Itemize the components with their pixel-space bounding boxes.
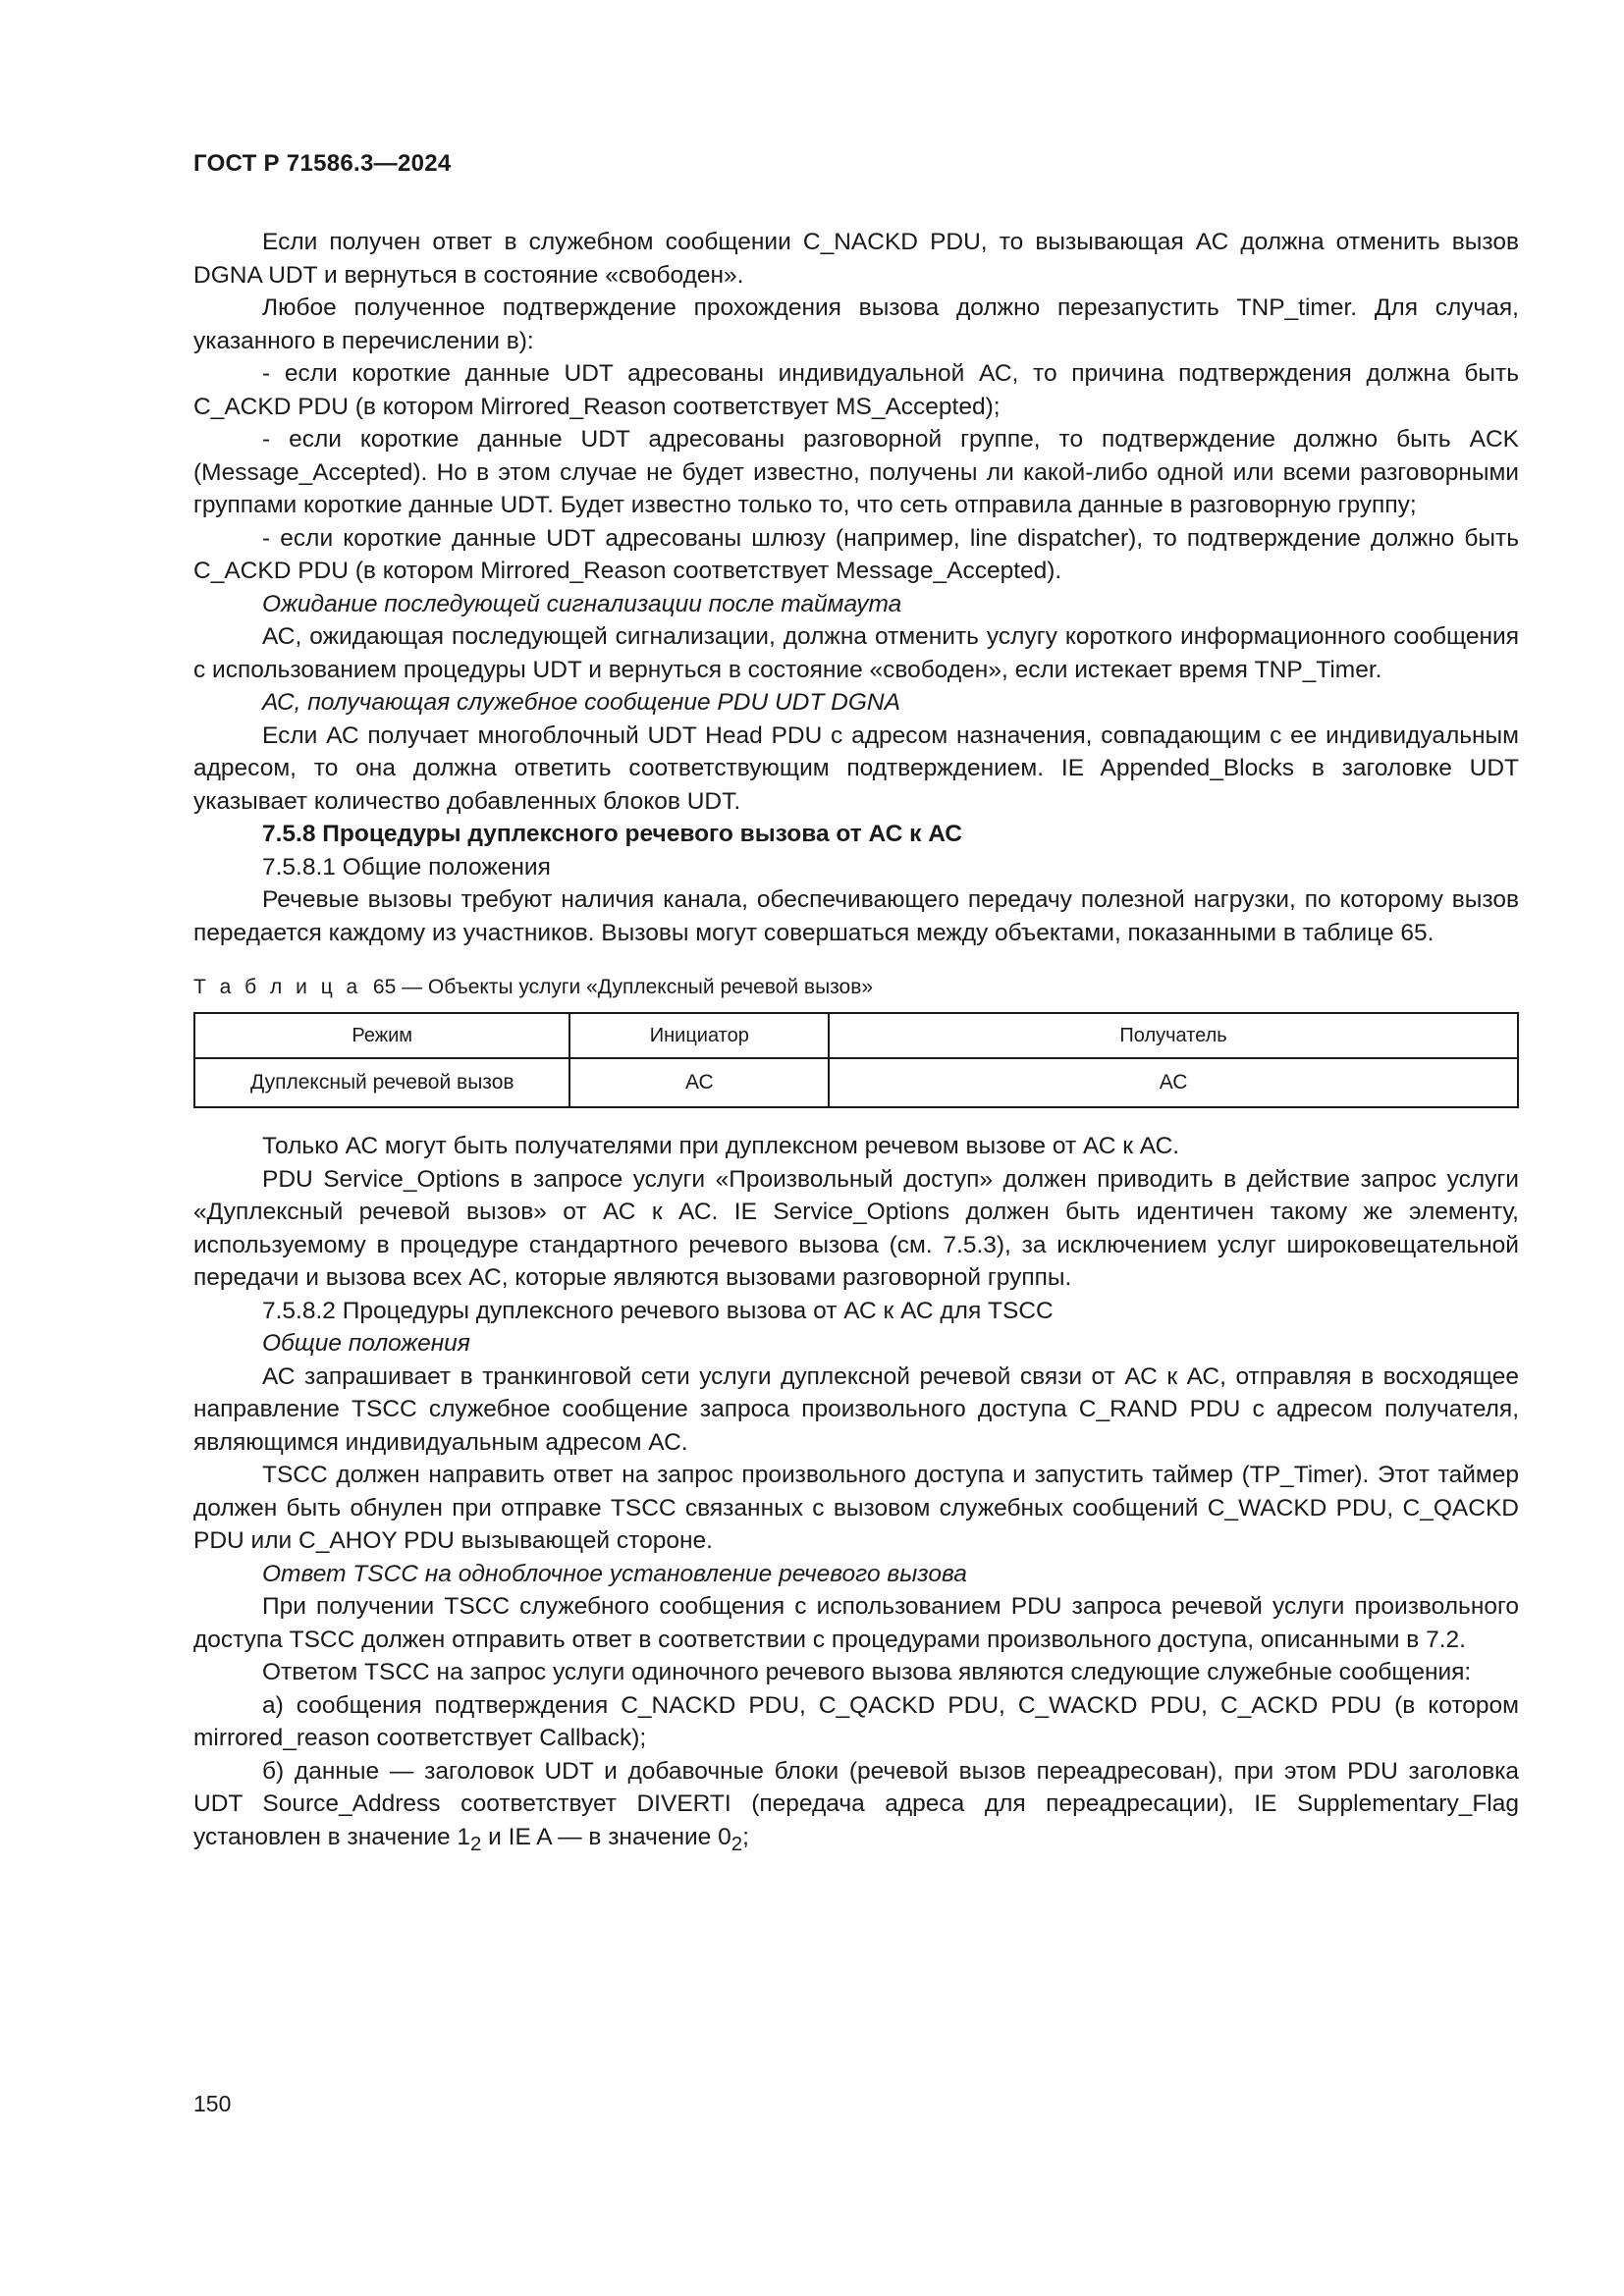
paragraphs-top bbox=[193, 226, 1519, 949]
table-cell: АС bbox=[829, 1058, 1518, 1107]
paragraph: АС запрашивает в транкинговой сети услуги дуплексной речевой связи от АС к АС, отправляя в восходящее направление TSCC служебное сообщение запроса произвольного доступа C_RAND PDU с адресом получателя, являющимся индивидуальным адресом АС. bbox=[193, 1362, 1519, 1456]
subsection-heading: 7.5.8.2 Процедуры дуплексного речевого вызова от АС к АС для TSCC bbox=[262, 1297, 1054, 1324]
table-caption bbox=[193, 973, 1519, 1002]
text-run: б) данные — заголовок UDT и добавочные блоки (речевой вызов переадресован), при этом PDU заголовка UDT Source_Address соответствует DIVERTI (передача адреса для переадресации), IE Supplementary_Flag установлен в значение 1 bbox=[193, 1757, 1519, 1850]
paragraph: Если получен ответ в служебном сообщении C_NACKD PDU, то вызывающая АС должна отменить вызов DGNA UDT и вернуться в состояние «свободен». bbox=[193, 229, 1519, 289]
list-item: - если короткие данные UDT адресованы шлюзу (например, line dispatcher), то подтверждение должно быть C_ACKD PDU (в котором Mirrored_Reason соответствует Message_Accepted). bbox=[193, 524, 1519, 584]
paragraph: Любое полученное подтверждение прохождения вызова должно перезапустить TNP_timer. Для случая, указанного в перечислении в): bbox=[193, 294, 1519, 354]
list-item: - если короткие данные UDT адресованы разговорной группе, то подтверждение должно быть ACK (Message_Accepted). Но в этом случае не будет известно, получены ли какой-либо одной или всеми разговорными группами короткие данные UDT. Будет известно только то, что сеть отправила данные в разговорную группу; bbox=[193, 426, 1519, 518]
subsection-heading: 7.5.8.1 Общие положения bbox=[262, 853, 551, 881]
table-cell: АС bbox=[569, 1058, 829, 1107]
section-heading: 7.5.8 Процедуры дуплексного речевого вызова от АС к АС bbox=[262, 821, 962, 847]
italic-subheading: Ожидание последующей сигнализации после таймаута bbox=[262, 590, 902, 617]
paragraph: При получении TSCC служебного сообщения с использованием PDU запроса речевой услуги произвольного доступа TSCC должен отправить ответ в соответствии с процедурами произвольного доступа, описанными в 7.2. bbox=[193, 1593, 1519, 1653]
paragraph: TSCC должен направить ответ на запрос произвольного доступа и запустить таймер (TP_Timer). Этот таймер должен быть обнулен при отправке TSCC связанных с вызовом служебных сообщений C_WACKD PDU, C_QACKD PDU или C_AHOY PDU вызывающей стороне. bbox=[193, 1462, 1519, 1554]
list-item-last bbox=[193, 1755, 1519, 1861]
italic-subheading: Общие положения bbox=[262, 1330, 470, 1357]
document-body bbox=[193, 226, 1519, 1861]
italic-subheading: Ответ TSCC на одноблочное установление речевого вызова bbox=[262, 1560, 967, 1587]
table-cell: Дуплексный речевой вызов bbox=[194, 1058, 569, 1107]
paragraph: Только АС могут быть получателями при дуплексном речевом вызове от АС к АС. bbox=[262, 1133, 1180, 1159]
subscript: 2 bbox=[731, 1833, 743, 1855]
table-header-cell: Режим bbox=[194, 1013, 569, 1058]
paragraphs-bottom bbox=[193, 1130, 1519, 1861]
page-number: 150 bbox=[193, 2091, 232, 2116]
paragraph: АС, ожидающая последующей сигнализации, должна отменить услугу короткого информационного сообщения с использованием процедуры UDT и вернуться в состояние «свободен», если истекает время TNP_Timer. bbox=[193, 623, 1519, 683]
paragraph: Если АС получает многоблочный UDT Head PDU с адресом назначения, совпадающим с ее индивидуальным адресом, то она должна ответить соответствующим подтверждением. IE Appended_Blocks в заголовке UDT указывает количество добавленных блоков UDT. bbox=[193, 721, 1519, 815]
table-row bbox=[194, 1058, 1518, 1107]
table-header-row bbox=[194, 1013, 1518, 1058]
text-run: ; bbox=[742, 1823, 749, 1850]
paragraph: Речевые вызовы требуют наличия канала, обеспечивающего передачу полезной нагрузки, по которому вызов передается каждому из участников. Вызовы могут совершаться между объектами, показанными в таблице 65. bbox=[193, 886, 1519, 946]
table-caption-text: 65 — Объекты услуги «Дуплексный речевой вызов» bbox=[372, 976, 874, 998]
table-header-cell: Получатель bbox=[829, 1013, 1518, 1058]
data-table bbox=[193, 1012, 1519, 1108]
italic-subheading: АС, получающая служебное сообщение PDU UDT DGNA bbox=[262, 689, 900, 716]
table-header-cell: Инициатор bbox=[569, 1013, 829, 1058]
list-item: - если короткие данные UDT адресованы индивидуальной АС, то причина подтверждения должна быть C_ACKD PDU (в котором Mirrored_Reason соответствует MS_Accepted); bbox=[193, 360, 1519, 420]
subscript: 2 bbox=[470, 1833, 482, 1855]
paragraph: PDU Service_Options в запросе услуги «Произвольный доступ» должен приводить в действие запрос услуги «Дуплексный речевой вызов» от АС к АС. IE Service_Options должен быть идентичен такому же элементу, используемому в процедуре стандартного речевого вызова (см. 7.5.3), за исключением услуг широковещательной передачи и вызова всех АС, которые являются вызовами разговорной группы. bbox=[193, 1165, 1519, 1291]
table-caption-prefix: Т а б л и ц а bbox=[193, 976, 362, 998]
paragraph: Ответом TSCC на запрос услуги одиночного речевого вызова являются следующие служебные сообщения: bbox=[262, 1659, 1472, 1685]
document-header: ГОСТ Р 71586.3—2024 bbox=[193, 150, 452, 177]
text-run: и IE A — в значение 0 bbox=[481, 1823, 731, 1850]
list-item: а) сообщения подтверждения C_NACKD PDU, C_QACKD PDU, C_WACKD PDU, C_ACKD PDU (в котором mirrored_reason соответствует Callback); bbox=[193, 1691, 1519, 1751]
